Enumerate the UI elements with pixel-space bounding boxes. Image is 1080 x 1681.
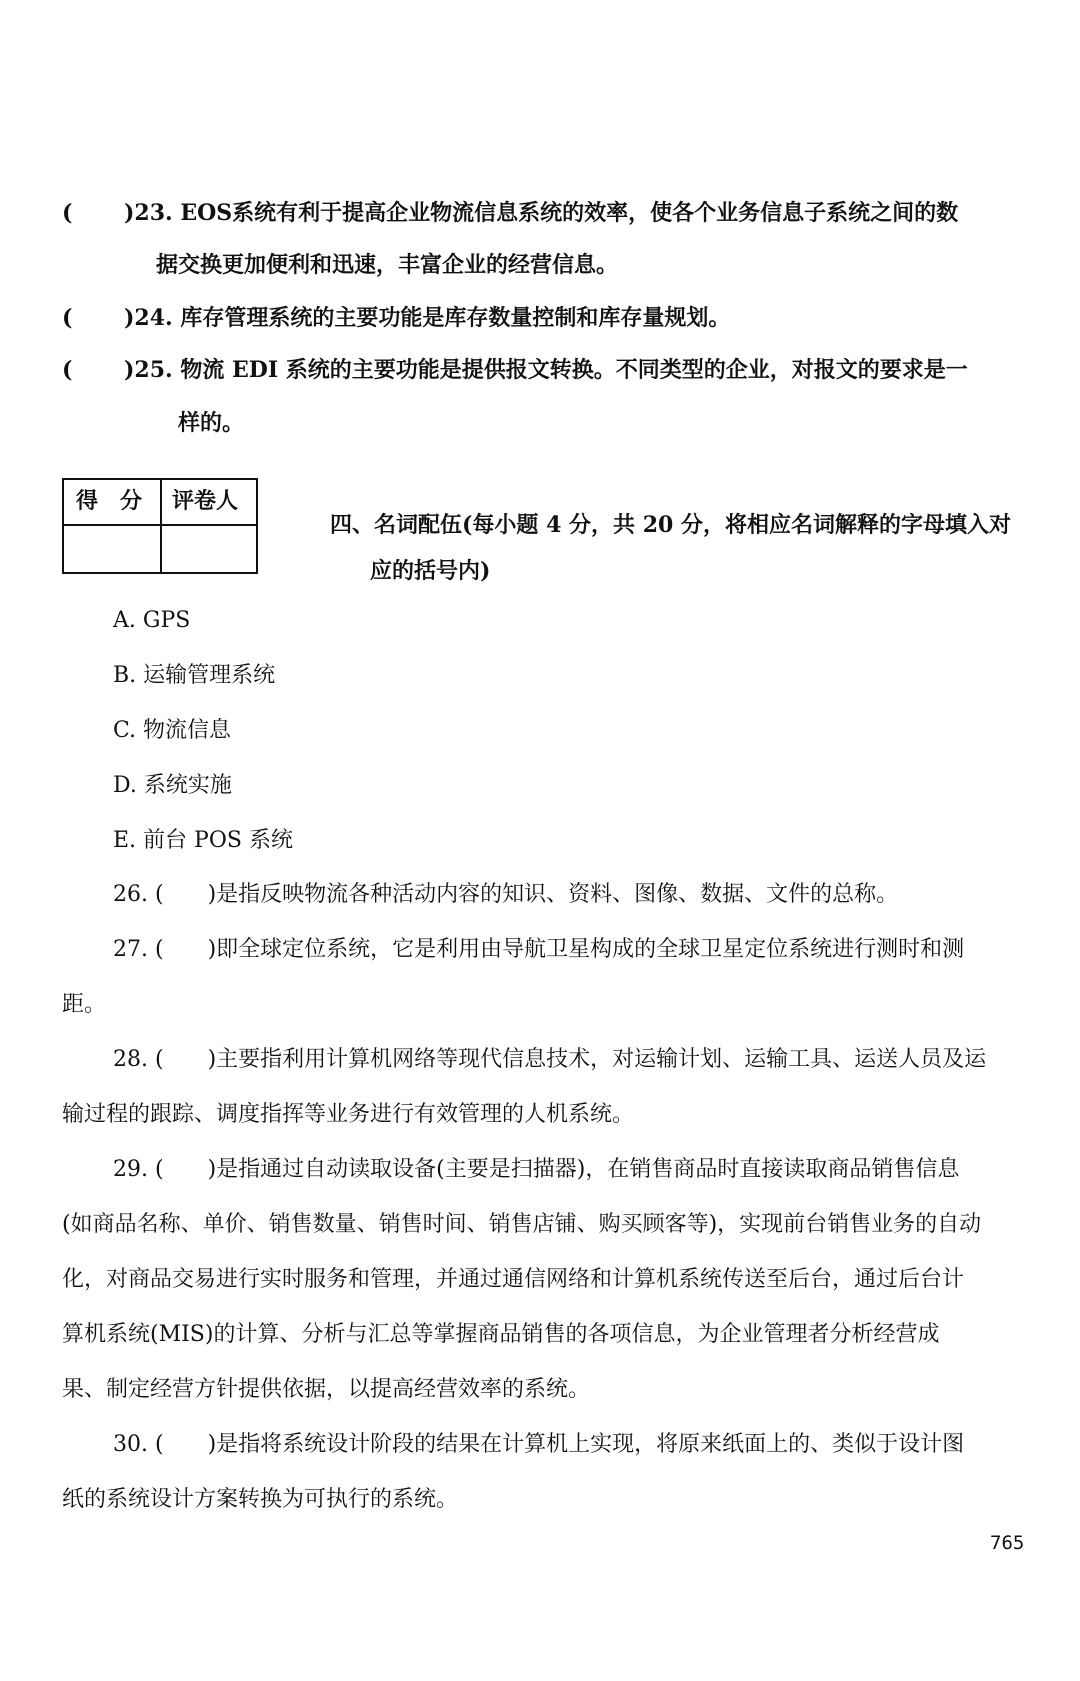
tf-question-23-line2: 据交换更加便利和迅速，丰富企业的经营信息。 — [156, 252, 619, 278]
tf-paren-23: ( — [62, 200, 73, 226]
tf-question-25-line2: 样的。 — [178, 410, 245, 436]
question-28-line2: 输过程的跟踪、调度指挥等业务进行有效管理的人机系统。 — [62, 1102, 635, 1127]
question-29-line4: 算机系统(MIS)的计算、分析与汇总等掌握商品销售的各项信息，为企业管理者分析经营成 — [62, 1322, 940, 1347]
option-e: E. 前台 POS 系统 — [113, 828, 293, 853]
question-30-line1: 30. ( )是指将系统设计阶段的结果在计算机上实现，将原来纸面上的、类似于设计图 — [113, 1432, 965, 1457]
tf-question-25-line1: )25. 物流 EDI 系统的主要功能是提供报文转换。不同类型的企业，对报文的要求是一 — [124, 357, 968, 383]
question-29-line5: 果、制定经营方针提供依据，以提高经营效率的系统。 — [62, 1377, 591, 1402]
score-label: 得 分 — [76, 488, 143, 514]
option-d: D. 系统实施 — [113, 773, 232, 798]
tf-question-24-line1: )24. 库存管理系统的主要功能是库存数量控制和库存量规划。 — [124, 305, 731, 331]
section-heading-line1: 四、名词配伍(每小题 4 分，共 20 分，将相应名词解释的字母填入对 — [330, 512, 1011, 538]
question-26-line1: 26. ( )是指反映物流各种活动内容的知识、资料、图像、数据、文件的总称。 — [113, 882, 899, 907]
question-29-line1: 29. ( )是指通过自动读取设备(主要是扫描器)，在销售商品时直接读取商品销售信息 — [113, 1157, 960, 1182]
tf-paren-24: ( — [62, 305, 73, 331]
option-c: C. 物流信息 — [113, 718, 232, 743]
question-28-line1: 28. ( )主要指利用计算机网络等现代信息技术，对运输计划、运输工具、运送人员及运 — [113, 1047, 987, 1072]
option-a: A. GPS — [113, 608, 191, 633]
section-heading-line2: 应的括号内) — [370, 558, 491, 584]
option-b: B. 运输管理系统 — [113, 663, 276, 688]
question-29-line2: (如商品名称、单价、销售数量、销售时间、销售店铺、购买顾客等)，实现前台销售业务的自动 — [62, 1212, 982, 1237]
score-table-divider-v — [160, 480, 162, 572]
question-30-line2: 纸的系统设计方案转换为可执行的系统。 — [62, 1487, 459, 1512]
tf-paren-25: ( — [62, 357, 73, 383]
question-27-line2: 距。 — [62, 992, 107, 1017]
question-27-line1: 27. ( )即全球定位系统，它是利用由导航卫星构成的全球卫星定位系统进行测时和测 — [113, 937, 965, 962]
grader-label: 评卷人 — [172, 488, 239, 514]
score-table — [62, 478, 258, 574]
page-number: 765 — [990, 1532, 1025, 1554]
question-29-line3: 化，对商品交易进行实时服务和管理，并通过通信网络和计算机系统传送至后台，通过后台计 — [62, 1267, 965, 1292]
tf-question-23-line1: )23. EOS系统有利于提高企业物流信息系统的效率，使各个业务信息子系统之间的数 — [124, 200, 959, 226]
